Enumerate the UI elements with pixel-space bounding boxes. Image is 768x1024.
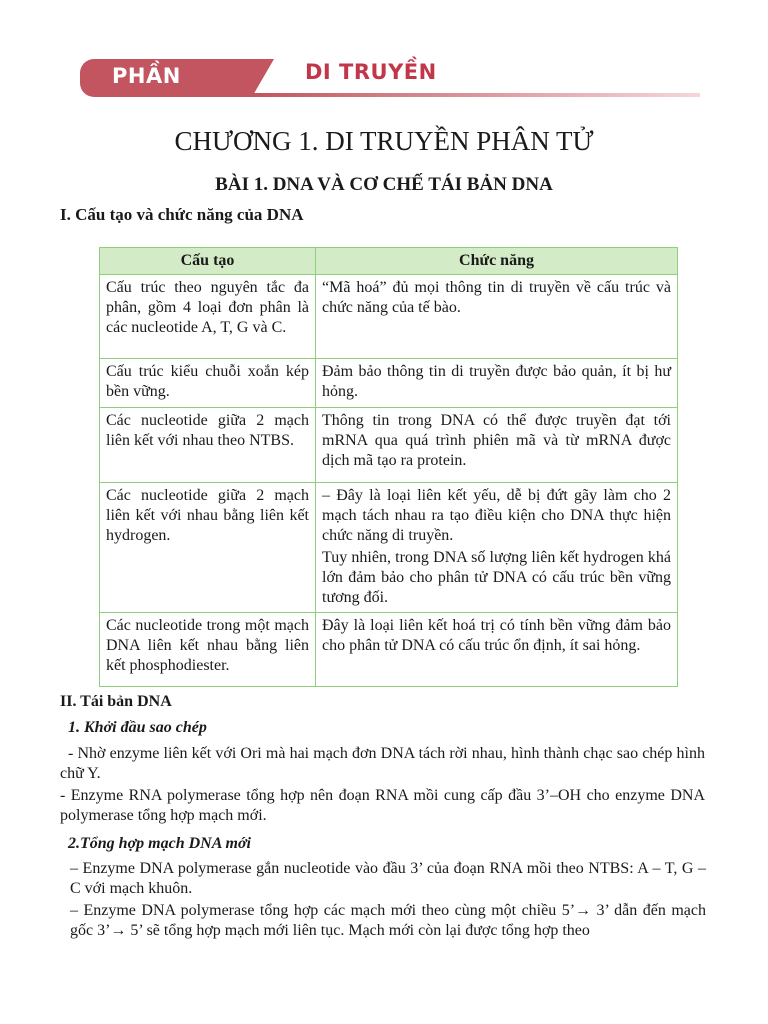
function-cell xyxy=(316,359,678,408)
structure-cell: Các nucleotide giữa 2 mạch liên kết với nhau theo NTBS. xyxy=(100,408,316,483)
subsection1-title: 1. Khởi đầu sao chép xyxy=(68,719,207,736)
function-cell xyxy=(316,408,678,483)
structure-cell: Cấu trúc kiểu chuỗi xoắn kép bền vững. xyxy=(100,359,316,408)
table-row xyxy=(100,408,678,483)
paragraph: – Enzyme DNA polymerase tổng hợp các mạch mới theo cùng một chiều 5’→ 3’ dẫn đến mạch gốc 3’→ 5’ sẽ tổng hợp mạch mới liên tục. Mạch mới còn lại được tổng hợp theo xyxy=(70,902,706,939)
table-row xyxy=(100,359,678,408)
table-header-row xyxy=(100,248,678,275)
structure-cell: Các nucleotide giữa 2 mạch liên kết với nhau bằng liên kết hydrogen. xyxy=(100,483,316,613)
table-row xyxy=(100,613,678,687)
function-text: Đảm bảo thông tin di truyền được bảo quản, ít bị hư hỏng. xyxy=(322,363,671,400)
paragraph: - Enzyme RNA polymerase tổng hợp nên đoạn RNA mồi cung cấp đầu 3’–OH cho enzyme DNA polymerase tổng hợp mạch mới. xyxy=(60,787,705,824)
subsection2-body xyxy=(70,859,706,941)
function-text: Đây là loại liên kết hoá trị có tính bền vững đảm bảo cho phân tử DNA có cấu trúc ổn định, ít sai hỏng. xyxy=(322,617,671,654)
function-text: Tuy nhiên, trong DNA số lượng liên kết hydrogen khá lớn đảm bảo cho phân tử DNA có cấu trúc bền vững tương đối. xyxy=(322,549,671,606)
section2-heading: II. Tái bản DNA xyxy=(60,693,172,710)
paragraph: – Enzyme DNA polymerase gắn nucleotide vào đầu 3’ của đoạn RNA mồi theo NTBS: A – T, G – C với mạch khuôn. xyxy=(70,860,706,897)
part-banner xyxy=(80,57,700,99)
function-cell xyxy=(316,613,678,687)
function-cell xyxy=(316,483,678,613)
function-cell xyxy=(316,275,678,359)
table-row xyxy=(100,275,678,359)
part-tab-label: PHẦN xyxy=(112,64,181,88)
part-tab xyxy=(80,59,252,97)
function-text: – Đây là loại liên kết yếu, dễ bị đứt gãy làm cho 2 mạch tách nhau ra tạo điều kiện cho DNA thực hiện chức năng di truyền. xyxy=(322,487,671,544)
table-header-function: Chức năng xyxy=(316,248,678,275)
subsection1-body xyxy=(60,744,705,826)
chapter-title: CHƯƠNG 1. DI TRUYỀN PHÂN TỬ xyxy=(174,126,594,156)
function-text: Thông tin trong DNA có thể được truyền đạt tới mRNA qua quá trình phiên mã và từ mRNA được dịch mã tạo ra protein. xyxy=(322,412,671,469)
dna-structure-function-table xyxy=(99,247,678,687)
banner-underline xyxy=(252,93,700,97)
table-row xyxy=(100,483,678,613)
paragraph: - Nhờ enzyme liên kết với Ori mà hai mạch đơn DNA tách rời nhau, hình thành chạc sao chép hình chữ Y. xyxy=(60,745,705,782)
section1-heading: I. Cấu tạo và chức năng của DNA xyxy=(60,205,304,224)
structure-cell: Cấu trúc theo nguyên tắc đa phân, gồm 4 loại đơn phân là các nucleotide A, T, G và C. xyxy=(100,275,316,359)
table-header-structure: Cấu tạo xyxy=(100,248,316,275)
structure-cell: Các nucleotide trong một mạch DNA liên kết nhau bằng liên kết phosphodiester. xyxy=(100,613,316,687)
subsection2-title: 2.Tổng hợp mạch DNA mới xyxy=(68,835,251,852)
function-text: “Mã hoá” đủ mọi thông tin di truyền về cấu trúc và chức năng của tế bào. xyxy=(322,279,671,316)
lesson-title: BÀI 1. DNA VÀ CƠ CHẾ TÁI BẢN DNA xyxy=(215,174,553,195)
part-title: DI TRUYỀN xyxy=(305,60,437,84)
